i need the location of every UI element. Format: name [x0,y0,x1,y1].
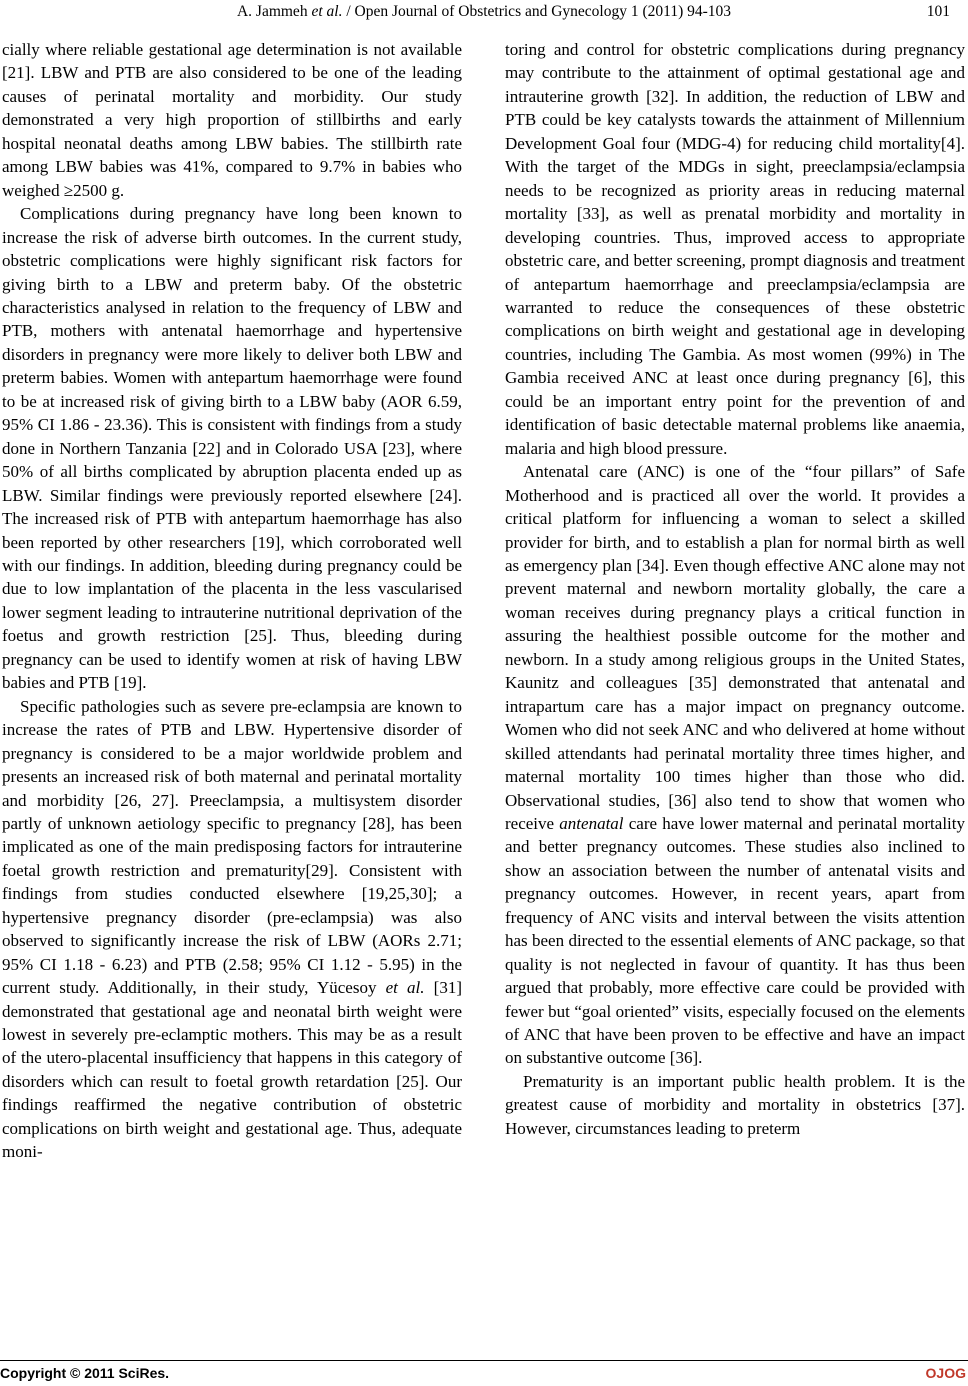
right-column [505,38,965,1140]
running-title-authors: A. Jammeh [236,3,312,20]
paragraph [505,460,965,1070]
text-run-italic: antenatal [559,813,624,833]
left-column [2,38,462,1164]
paragraph: cially where reliable gestational age determination is not available [21]. LBW and PTB are also considered to be one of the leading causes of perinatal mortality and morbidity. Our study demonstrated a very high proportion of stillbirths and early hospital neonatal deaths among LBW babies. The stillbirth rate among LBW babies was 41%, compared to 9.7% in babies who weighed ≥2500 g. [2,40,462,200]
footer-divider [0,1360,968,1361]
text-run: care have lower maternal and perinatal mortality and better pregnancy outcomes. These studies also inclined to show an association between the number of antenatal visits and pregnancy outcomes. However, in recent years, apart from frequency of ANC visits and interval between the visits attention has been directed to the essential elements of ANC package, so that quality is not neglected in favour of quantity. It has thus been argued that probably, more effective care could be provided with fewer but “goal oriented” visits, especially focused on the elements of ANC that have been proven to be effective and have an impact on substantive outcome [36]. [505,813,965,1068]
text-run: Specific pathologies such as severe pre-eclampsia are known to increase the rates of PTB and LBW. Hypertensive disorder of pregnancy is considered to be a major worldwide problem and presents an increased risk of both maternal and perinatal mortality and morbidity [26, 27]. Preeclampsia, a multisystem disorder partly of unknown aetiology specific to pregnancy [28], has been implicated as one of the main predisposing factors for intrauterine foetal growth restriction and prematurity[29]. Consistent with findings from studies conducted elsewhere [19,25,30]; a hypertensive pregnancy disorder (pre-eclampsia) was also observed to significantly increase the risk of LBW (AORs 2.71; 95% CI 1.18 - 6.23) and PTB (2.58; 95% CI 1.12 - 5.95) in the current study. Additionally, in their study, Yücesoy [2,696,462,998]
paragraph: Complications during pregnancy have long been known to increase the risk of adverse birth outcomes. In the current study, obstetric complications were highly significant risk factors for giving birth to a LBW and preterm baby. Of the obstetric characteristics analysed in relation to the frequency of LBW and PTB, mothers with antenatal haemorrhage and hypertensive disorders in pregnancy were more likely to deliver both LBW and preterm babies. Women with antepartum haemorrhage were found to be at increased risk of giving birth to a LBW baby (AOR 6.59, 95% CI 1.86 - 23.36). This is consistent with findings from a study done in Northern Tanzania [22] and in Colorado USA [23], where 50% of all births complicated by abruption placenta ended up as LBW. Similar findings were previously reported elsewhere [24]. The increased risk of PTB with antepartum haemorrhage has also been reported by other researchers [19], which corroborated well with our findings. In addition, bleeding during pregnancy could be due to low implantation of the placenta in the less vascularised lower segment leading to intrauterine nutritional deprivation of the foetus and growth restriction [25]. Thus, bleeding during pregnancy can be used to identify women at risk of having LBW babies and PTB [19]. [2,204,462,693]
page-number: 101 [926,3,950,20]
running-title-journal: / Open Journal of Obstetrics and Gynecology 1 (2011) 94-103 [342,3,732,20]
paragraph [2,695,462,1164]
paragraph: toring and control for obstetric complications during pregnancy may contribute to the attainment of optimal gestational age and intrauterine growth [32]. In addition, the reduction of LBW and PTB could be key catalysts towards the attainment of Millennium Development Goal four (MDG-4) for reducing child mortality[4]. With the target of the MDGs in sight, preeclampsia/eclampsia needs to be recognized as priority areas in reducing maternal mortality [33], as well as prenatal morbidity and mortality in developing countries. Thus, improved access to appropriate obstetric care, and better screening, prompt diagnosis and treatment of antepartum haemorrhage and preeclampsia/eclampsia are warranted to reduce the consequences of these obstetric complications on birth weight and gestational age in developing countries, including The Gambia. As most women (99%) in The Gambia received ANC at least once during pregnancy [6], this could be an important entry point for the prevention of and identification of basic detectable maternal problems like anaemia, malaria and high blood pressure. [505,40,965,458]
journal-tag: OJOG [925,1365,966,1381]
running-header [0,0,968,26]
running-title [0,3,968,21]
page-footer [0,1365,968,1385]
running-title-etal: et al. [311,3,343,20]
text-run-italic: et al. [385,978,425,998]
text-run: Antenatal care (ANC) is one of the “four pillars” of Safe Motherhood and is practiced all over the world. It provides a critical platform for influencing a woman to select a skilled provider for birth, and to establish a plan for normal birth as well as emergency plan [34]. Even though effective ANC alone may not prevent maternal and newborn mortality globally, the care a woman receives during pregnancy plays a critical function in assuring the healthiest possible outcome for the mother and newborn. In a study among religious groups in the United States, Kaunitz and colleagues [35] demonstrated that antenatal and intrapartum care has a major impact on pregnancy outcome. Women who did not seek ANC and who delivered at home without skilled attendants had perinatal mortality three times higher, and maternal mortality 100 times higher than those who did. Observational studies, [36] also tend to show that women who receive [505,462,965,833]
text-run: [31] demonstrated that gestational age and neonatal birth weight were lowest in severely pre-eclamptic mothers. This may be as a result of the utero-placental insufficiency that happens in this category of disorders which can result to foetal growth retardation [25]. Our findings reaffirmed the negative contribution of obstetric complications on birth weight and gestational age. Thus, adequate moni- [2,978,462,1162]
copyright-notice: Copyright © 2011 SciRes. [0,1365,170,1381]
paragraph: Prematurity is an important public health problem. It is the greatest cause of morbidity and mortality in obstetrics [37]. However, circumstances leading to preterm [505,1071,965,1138]
